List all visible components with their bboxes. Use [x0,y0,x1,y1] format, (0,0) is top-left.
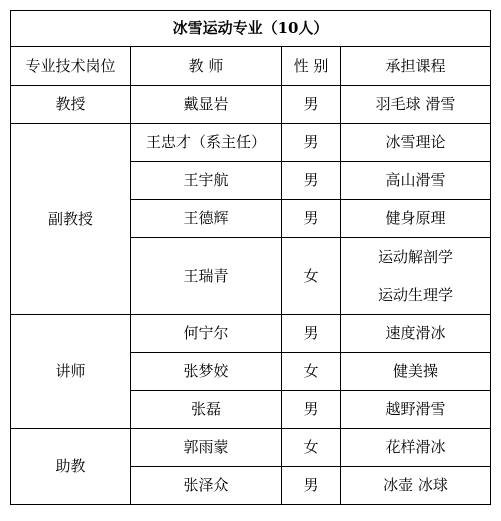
course-cell: 高山滑雪 [341,162,491,200]
table-title: 冰雪运动专业（10人） [11,11,491,47]
course-cell: 健美操 [341,353,491,391]
course-cell: 越野滑雪 [341,391,491,429]
teacher-cell: 王瑞青 [131,238,282,315]
gender-cell: 女 [282,353,341,391]
teacher-cell: 王德辉 [131,200,282,238]
gender-cell: 男 [282,315,341,353]
teacher-cell: 戴显岩 [131,86,282,124]
gender-cell: 男 [282,200,341,238]
course-cell: 冰雪理论 [341,124,491,162]
gender-cell: 女 [282,238,341,315]
gender-cell: 男 [282,86,341,124]
table-row [11,315,491,353]
course-line: 运动生理学 [377,286,453,304]
table-row [11,124,491,162]
course-cell [341,238,491,315]
header-row [11,47,491,86]
course-line: 运动解剖学 [377,248,453,266]
position-cell: 讲师 [11,315,131,429]
header-courses: 承担课程 [341,47,491,86]
course-cell: 羽毛球 滑雪 [341,86,491,124]
course-cell: 速度滑冰 [341,315,491,353]
header-gender: 性 别 [282,47,341,86]
gender-cell: 女 [282,429,341,467]
position-cell: 助教 [11,429,131,505]
table-row [11,86,491,124]
teacher-cell: 张泽众 [131,467,282,505]
teacher-cell: 郭雨蒙 [131,429,282,467]
gender-cell: 男 [282,162,341,200]
teacher-cell: 王宇航 [131,162,282,200]
teacher-cell: 张磊 [131,391,282,429]
gender-cell: 男 [282,391,341,429]
table-row [11,429,491,467]
course-cell: 冰壶 冰球 [341,467,491,505]
position-cell: 教授 [11,86,131,124]
teacher-cell: 张梦姣 [131,353,282,391]
gender-cell: 男 [282,467,341,505]
header-teacher: 教 师 [131,47,282,86]
teacher-cell: 王忠才（系主任） [131,124,282,162]
header-position: 专业技术岗位 [11,47,131,86]
teacher-cell: 何宁尔 [131,315,282,353]
staff-table [10,10,491,505]
position-cell: 副教授 [11,124,131,315]
course-cell: 健身原理 [341,200,491,238]
gender-cell: 男 [282,124,341,162]
course-cell: 花样滑冰 [341,429,491,467]
